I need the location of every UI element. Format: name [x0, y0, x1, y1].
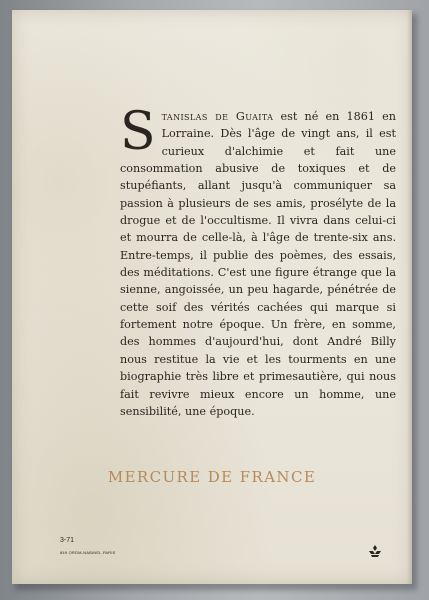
- printer-line: 849 ORDM-NABINEL PARIS: [60, 550, 116, 555]
- catalog-code: 3-71: [60, 537, 75, 544]
- dropcap-letter: S: [120, 102, 156, 162]
- blurb-body: est né en 1861 en Lorraine. Dès l'âge de vingt ans, il est curieux d'alchimie et fait une consommation abusive de toxiques et de stupéfiants, allant jusqu'à communiquer sa passion à plusieurs de ses amis, prosélyte de la drogue et de l'occultisme. Il vivra dans celui-ci et mourra de celle-là, à l'âge de trente-six ans. Entre-temps, il publie des poèmes, des essais, des méditations. C'est une figure étrange que la sienne, angoissée, un peu hagarde, pénétrée de cette soif des vérités cachées qui marque si fortement notre époque. Un frère, en somme, des hommes d'aujourd'hui, dont André Billy nous restitue la vie et les tourments en une biographie très libre et primesautière, qui nous fait revivre mieux encore un homme, une sensibilité, une époque.: [120, 110, 397, 418]
- cover-edge: [407, 10, 412, 584]
- publisher-name: MERCURE DE FRANCE: [107, 468, 317, 486]
- book-back-cover: [12, 10, 412, 584]
- author-subject-name: tanislas de Guaita: [161, 110, 274, 123]
- publisher-emblem-icon: [367, 544, 383, 558]
- blurb-text: [120, 102, 397, 420]
